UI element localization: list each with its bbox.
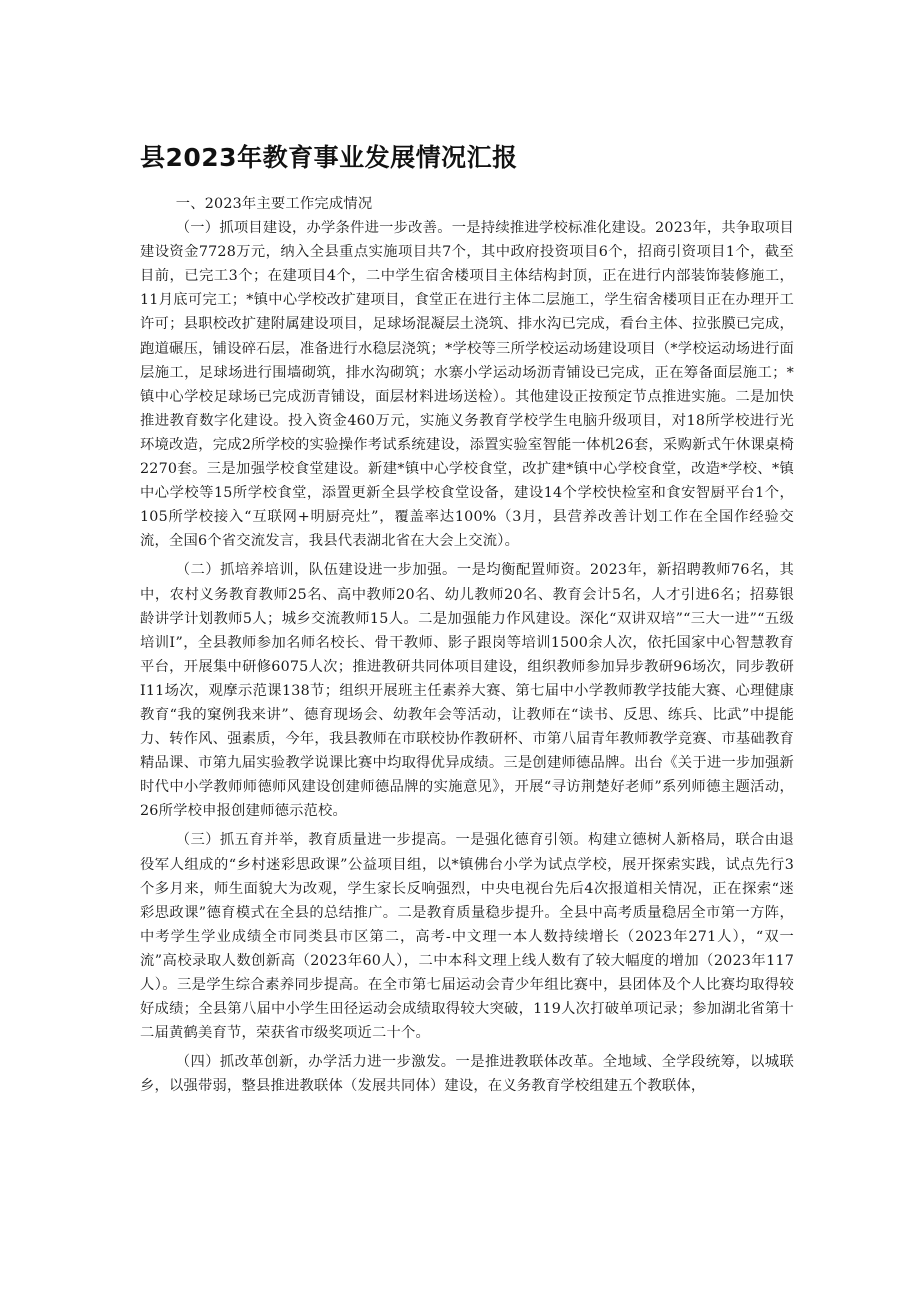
paragraph-teacher-training: （二）抓培养培训，队伍建设进一步加强。一是均衡配置师资。2023年，新招聘教师76名，其中，农村义务教育教师25名、高中教师20名、幼儿教师20名、教育会计5名，人才引进6名；招募银龄讲学计划教师5人；城乡交流教师15人。二是加强能力作风建设。深化“双讲双培”“三大一进”“五级培训Ⅰ”，全县教师参加名师名校长、骨干教师、影子跟岗等培训1500余人次，依托国家中心智慧教育平台，开展集中研修6075人次；推进教研共同体项目建设，组织教师参加异步教研96场次，同步教研I11场次，观摩示范课138节；组织开展班主任素养大赛、第七届中小学教师教学技能大赛、心理健康教育“我的窠例我来讲”、德育现场会、幼教年会等活动，让教师在“读书、反思、练兵、比武”中提能力、转作风、强素质，今年，我县教师在市联校协作教研杯、市第八届青年教师教学竞赛、市基础教育精品课、市第九届实验教学说课比赛中均取得优异成绩。三是创建师德品牌。出台《关于进一步加强新时代中小学教师师德师风建设创建师德品牌的实施意见》，开展“寻访荆楚好老师”系列师德主题活动，26所学校申报创建师德示范校。 bbox=[140, 562, 794, 820]
paragraph-education-quality: （三）抓五育并举，教育质量进一步提高。一是强化德育引领。构建立德树人新格局，联合由退役军人组成的“乡村迷彩思政课”公益项目组，以*镇佛台小学为试点学校，展开探索实践，试点先行3个多月来，师生面貌大为改观，学生家长反响强烈，中央电视台先后4次报道相关情况，正在探索“迷彩思政课”德育模式在全县的总结推广。二是教育质量稳步提升。全县中高考质量稳居全市第一方阵，中考学生学业成绩全市同类县市区第二，高考-中文理一本人数持续增长（2023年271人），“双一流”高校录取人数创新高（2023年60人），二中本科文理上线人数有了较大幅度的增加（2023年117人）。三是学生综合素养同步提高。在全市第七届运动会青少年组比赛中，县团体及个人比赛均取得较好成绩；全县第八届中小学生田径运动会成绩取得较大突破，119人次打破单项记录；参加湖北省第十二届黄鹤美育节，荣获省市级奖项近二十个。 bbox=[140, 832, 794, 1042]
document-body bbox=[140, 192, 794, 1103]
paragraph-reform-innovation: （四）抓改革创新，办学活力进一步激发。一是推进教联体改革。全地域、全学段统筹，以城联乡，以强带弱，整县推进教联体（发展共同体）建设，在义务教育学校组建五个教联体， bbox=[140, 1054, 794, 1095]
paragraph-project-construction: （一）抓项目建设，办学条件进一步改善。一是持续推进学校标准化建设。2023年，共争取项目建设资金7728万元，纳入全县重点实施项目共7个，其中政府投资项目6个，招商引资项目1个，截至目前，已完工3个；在建项目4个，二中学生宿舍楼项目主体结构封顶，正在进行内部装饰装修施工，11月底可完工；*镇中心学校改扩建项目，食堂正在进行主体二层施工，学生宿舍楼项目正在办理开工许可；县职校改扩建附属建设项目，足球场混凝层土浇筑、排水沟已完成，看台主体、拉张膜已完成，跑道碾压，铺设碎石层，准备进行水稳层浇筑；*学校等三所学校运动场建设项目（*学校运动场进行面层施工，足球场进行围墙砌筑，排水沟砌筑；水寨小学运动场沥青铺设已完成，正在筹备面层施工；*镇中心学校足球场已完成沥青铺设，面层材料进场送检）。其他建设正按预定节点推进实施。二是加快推进教育数字化建设。投入资金460万元，实施义务教育学校学生电脑升级项目，对18所学校进行光环境改造，完成2所学校的实验操作考试系统建设，添置实验室智能一体机26套，采购新式午休课桌椅2270套。三是加强学校食堂建设。新建*镇中心学校食堂，改扩建*镇中心学校食堂，改造*学校、*镇中心学校等15所学校食堂，添置更新全县学校食堂设备，建设14个学校快检室和食安智厨平台1个，105所学校接入“互联网+明厨亮灶”，覆盖率达100%（3月，县营养改善计划工作在全国作经验交流，全国6个省交流发言，我县代表湖北省在大会上交流）。 bbox=[140, 220, 794, 550]
document-title: 县2023年教育事业发展情况汇报 bbox=[140, 143, 518, 172]
section-heading: 一、2023年主要工作完成情况 bbox=[175, 196, 373, 212]
